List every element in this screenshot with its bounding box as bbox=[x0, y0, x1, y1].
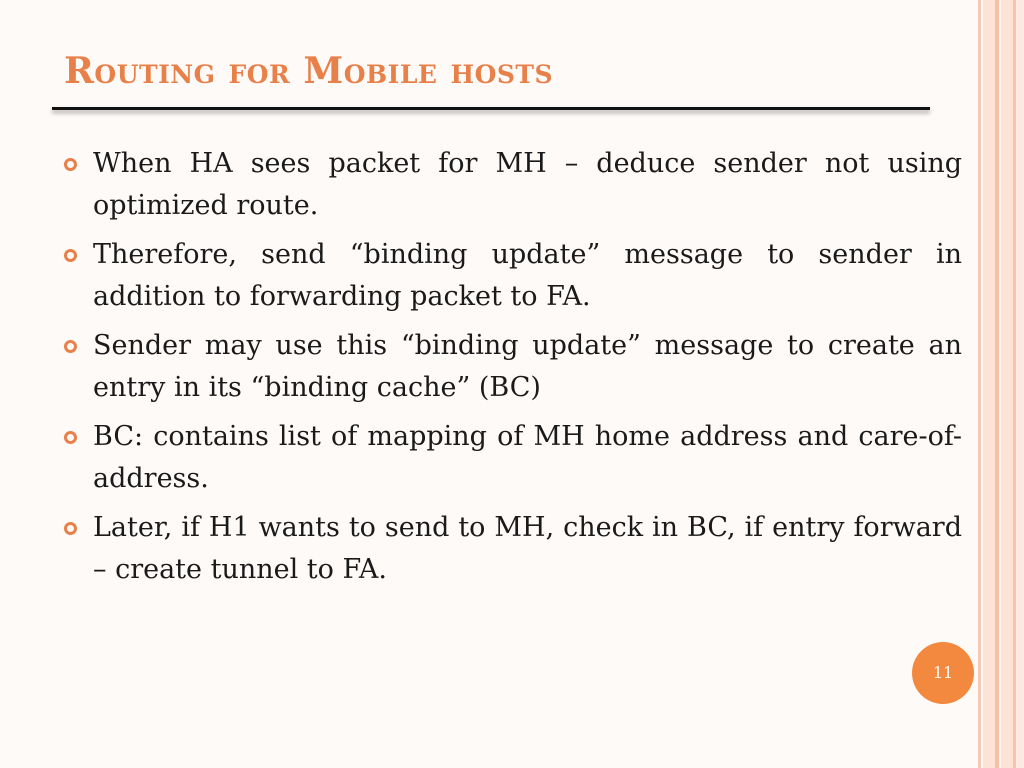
bullet-item bbox=[60, 234, 962, 318]
bullet-text: Later, if H1 wants to send to MH, check in BC, if entry forward – create tunnel to FA. bbox=[93, 512, 962, 585]
decorative-stripe bbox=[995, 0, 999, 768]
bullet-circle-icon bbox=[64, 340, 77, 353]
bullet-item bbox=[60, 325, 962, 409]
bullet-text: BC: contains list of mapping of MH home address and care-of-address. bbox=[93, 421, 962, 494]
bullet-text: Therefore, send “binding update” message to sender in addition to forwarding packet to FA. bbox=[93, 239, 962, 312]
decorative-stripe bbox=[983, 0, 995, 768]
bullet-list bbox=[60, 143, 962, 598]
bullet-text: Sender may use this “binding update” message to create an entry in its “binding cache” (BC) bbox=[93, 330, 962, 403]
bullet-item bbox=[60, 416, 962, 500]
bullet-circle-icon bbox=[64, 522, 77, 535]
decorative-stripe bbox=[1001, 0, 1013, 768]
slide-title: Routing for Mobile hosts bbox=[64, 50, 554, 92]
page-number-badge: 11 bbox=[912, 642, 974, 704]
bullet-circle-icon bbox=[64, 158, 77, 171]
bullet-item bbox=[60, 507, 962, 591]
decorative-stripe bbox=[978, 0, 981, 768]
title-divider bbox=[52, 107, 930, 110]
bullet-circle-icon bbox=[64, 249, 77, 262]
bullet-circle-icon bbox=[64, 431, 77, 444]
bullet-text: When HA sees packet for MH – deduce sender not using optimized route. bbox=[93, 148, 962, 221]
bullet-item bbox=[60, 143, 962, 227]
decorative-stripe bbox=[1016, 0, 1024, 768]
